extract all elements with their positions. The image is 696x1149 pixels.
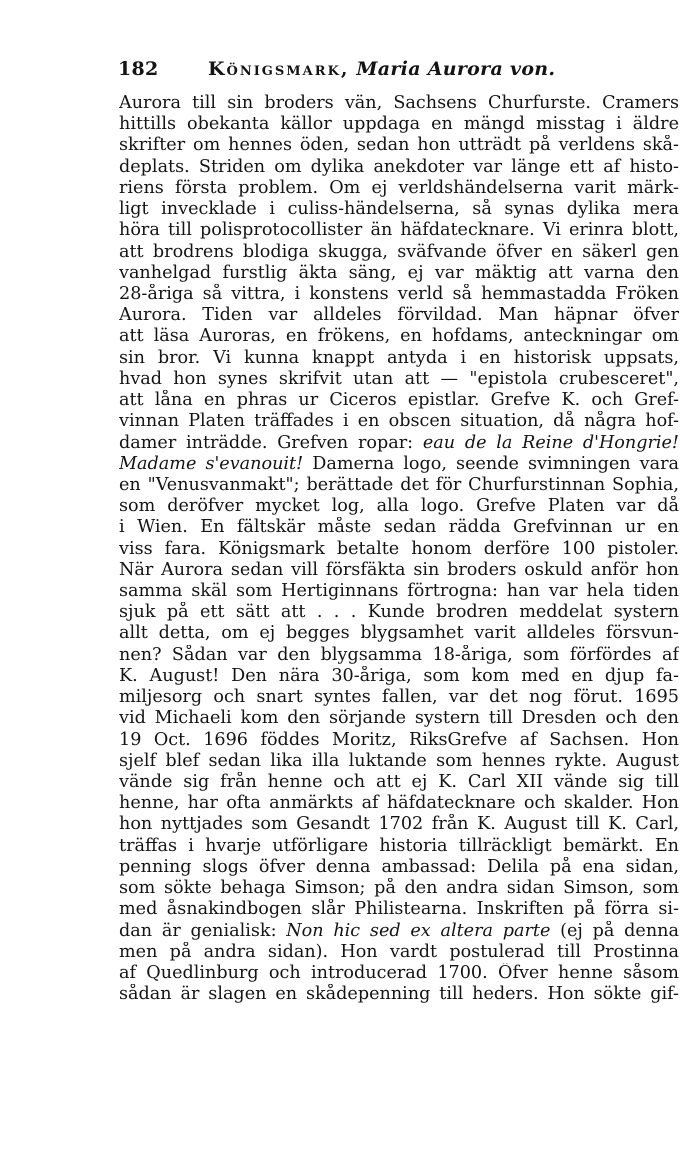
text-line bbox=[119, 730, 679, 751]
text-line bbox=[119, 602, 679, 623]
text-segment: höra till polisprotocollister än häfdatecknare. Vi erinra blott, bbox=[119, 220, 679, 241]
italic-text: Madame s'evanouit! bbox=[119, 453, 304, 474]
text-line bbox=[119, 199, 679, 220]
text-segment: (ej på denna bbox=[550, 920, 679, 941]
text-segment: att låna en phras ur Ciceros epistlar. Grefve K. och Gref- bbox=[119, 390, 679, 411]
text-segment: vid Michaeli kom den sörjande systern till Dresden och den bbox=[119, 708, 679, 729]
text-segment: dan är genialisk: bbox=[119, 920, 287, 941]
text-line bbox=[119, 369, 679, 390]
text-line bbox=[119, 687, 679, 708]
text-segment: skrifter om hennes öden, sedan hon utträdt på verldens skå- bbox=[119, 135, 679, 156]
text-line bbox=[119, 539, 679, 560]
text-line bbox=[119, 114, 679, 135]
italic-text: eau de la Reine d'Hongrie! bbox=[422, 432, 679, 453]
text-segment: sådan är slagen en skådepenning till heders. Hon sökte gif- bbox=[119, 984, 679, 1005]
text-segment: vanhelgad furstlig äkta säng, ej var mäktig att varna den bbox=[119, 262, 679, 283]
text-segment: att brodrens blodiga skugga, sväfvande öfver en säkerl gen bbox=[119, 241, 679, 262]
text-line bbox=[119, 899, 679, 920]
text-segment: i Wien. En fältskär måste sedan rädda Grefvinnan ur en bbox=[119, 517, 679, 538]
text-line bbox=[119, 496, 679, 517]
page-header bbox=[118, 58, 680, 86]
text-line bbox=[119, 793, 679, 814]
text-line bbox=[119, 623, 679, 644]
text-segment: Aurora. Tiden var alldeles förvildad. Man häpnar öfver bbox=[119, 305, 679, 326]
text-line bbox=[119, 517, 679, 538]
text-segment: en "Venusvanmakt"; berättade det för Churfurstinnan Sophia, bbox=[119, 474, 679, 495]
text-segment: riens första problem. Om ej verldshändelserna varit märk- bbox=[119, 177, 679, 198]
running-title-name: Königsmark, bbox=[208, 58, 350, 80]
text-line bbox=[119, 836, 679, 857]
text-segment: sjuk på ett sätt att . . . Kunde brodren meddelat systern bbox=[119, 602, 679, 623]
text-segment: 28-åriga så vittra, i konstens verld så hemmastadda Fröken bbox=[119, 283, 679, 304]
text-line bbox=[119, 708, 679, 729]
text-segment: som deröfver mycket log, alla logo. Grefve Platen var då bbox=[119, 496, 679, 517]
text-line bbox=[119, 178, 679, 199]
text-segment: K. August! Den nära 30-åriga, som kom med en djup fa- bbox=[119, 665, 679, 686]
text-line bbox=[119, 284, 679, 305]
text-line bbox=[119, 921, 679, 942]
text-segment: vände sig från henne och att ej K. Carl XII vände sig till bbox=[119, 772, 679, 792]
text-line bbox=[119, 878, 679, 899]
text-line bbox=[119, 645, 679, 666]
text-segment: sjelf blef sedan lika illa luktande som hennes rykte. August bbox=[119, 750, 679, 771]
text-segment: med åsnakindbogen slår Philistearna. Inskriften på förra si- bbox=[119, 899, 679, 920]
text-line bbox=[119, 348, 679, 369]
text-segment: hvad hon synes skrifvit utan att — "epistola crubesceret", bbox=[119, 368, 679, 389]
text-segment: men på andra sidan). Hon vardt postulerad till Prostinna bbox=[119, 941, 679, 962]
text-line bbox=[119, 390, 679, 411]
text-segment: att läsa Auroras, en frökens, en hofdams, anteckningar om bbox=[119, 326, 679, 347]
text-segment: vinnan Platen träffades i en obscen situation, då några hof- bbox=[119, 411, 679, 432]
text-line bbox=[119, 157, 679, 178]
text-line bbox=[119, 263, 679, 284]
text-segment: Damerna logo, seende svimningen vara bbox=[303, 453, 679, 474]
text-line bbox=[119, 433, 679, 454]
text-line bbox=[119, 135, 679, 156]
text-segment: penning slogs öfver denna ambassad: Delila på ena sidan, bbox=[119, 856, 679, 877]
text-segment: deplats. Striden om dylika anekdoter var länge ett af histo- bbox=[119, 156, 679, 177]
text-line bbox=[119, 814, 679, 835]
text-line bbox=[119, 411, 679, 432]
text-line bbox=[119, 942, 679, 963]
text-segment: samma skäl som Hertiginnans förtrogna: han var hela tiden bbox=[119, 581, 679, 602]
text-line bbox=[119, 751, 679, 772]
text-segment: henne, har ofta anmärkts af häfdatecknare och skalder. Hon bbox=[119, 793, 679, 814]
running-title bbox=[208, 58, 555, 80]
text-line bbox=[119, 772, 679, 793]
page-number: 182 bbox=[118, 58, 159, 80]
text-segment: damer inträdde. Grefven ropar: bbox=[119, 432, 423, 453]
running-title-italic: Maria Aurora von. bbox=[356, 58, 556, 80]
text-line bbox=[119, 560, 679, 581]
text-line bbox=[119, 220, 679, 241]
text-line bbox=[119, 242, 679, 263]
text-segment: nen? Sådan var den blygsamma 18-åriga, som förfördes af bbox=[119, 644, 679, 665]
text-line bbox=[119, 984, 679, 1005]
text-line bbox=[119, 326, 679, 347]
text-segment: 19 Oct. 1696 föddes Moritz, RiksGrefve af Sachsen. Hon bbox=[119, 729, 679, 750]
text-segment: träffas i hvarje utförligare historia tillräckligt bemärkt. En bbox=[119, 835, 679, 856]
text-line bbox=[119, 963, 679, 984]
text-segment: hon nyttjades som Gesandt 1702 från K. August till K. Carl, bbox=[119, 814, 679, 835]
text-line bbox=[119, 93, 679, 114]
text-segment: sin bror. Vi kunna knappt antyda i en historisk uppsats, bbox=[119, 347, 679, 368]
text-segment: hittills obekanta källor uppdaga en mängd misstag i äldre bbox=[119, 114, 679, 135]
text-segment: allt detta, om ej begges blygsamhet varit alldeles försvun- bbox=[119, 623, 679, 644]
text-line bbox=[119, 305, 679, 326]
text-segment: ligt invecklade i culiss-händelserna, så synas dylika mera bbox=[119, 199, 679, 220]
text-line bbox=[119, 454, 679, 475]
text-line bbox=[119, 475, 679, 496]
text-segment: af Quedlinburg och introducerad 1700. Öfver henne såsom bbox=[119, 962, 679, 983]
body-text bbox=[119, 93, 679, 1005]
text-segment: Aurora till sin broders vän, Sachsens Churfurste. Cramers bbox=[119, 93, 679, 113]
text-segment: viss fara. Königsmark betalte honom derföre 100 pistoler. bbox=[119, 538, 679, 559]
text-line bbox=[119, 857, 679, 878]
text-line bbox=[119, 666, 679, 687]
text-segment: miljesorg och snart syntes fallen, var det nog förut. 1695 bbox=[119, 687, 679, 708]
text-line bbox=[119, 581, 679, 602]
text-segment: När Aurora sedan vill försfäkta sin broders oskuld anför hon bbox=[119, 559, 679, 580]
italic-text: Non hic sed ex altera parte bbox=[286, 920, 551, 941]
text-segment: som sökte behaga Simson; på den andra sidan Simson, som bbox=[119, 878, 679, 899]
